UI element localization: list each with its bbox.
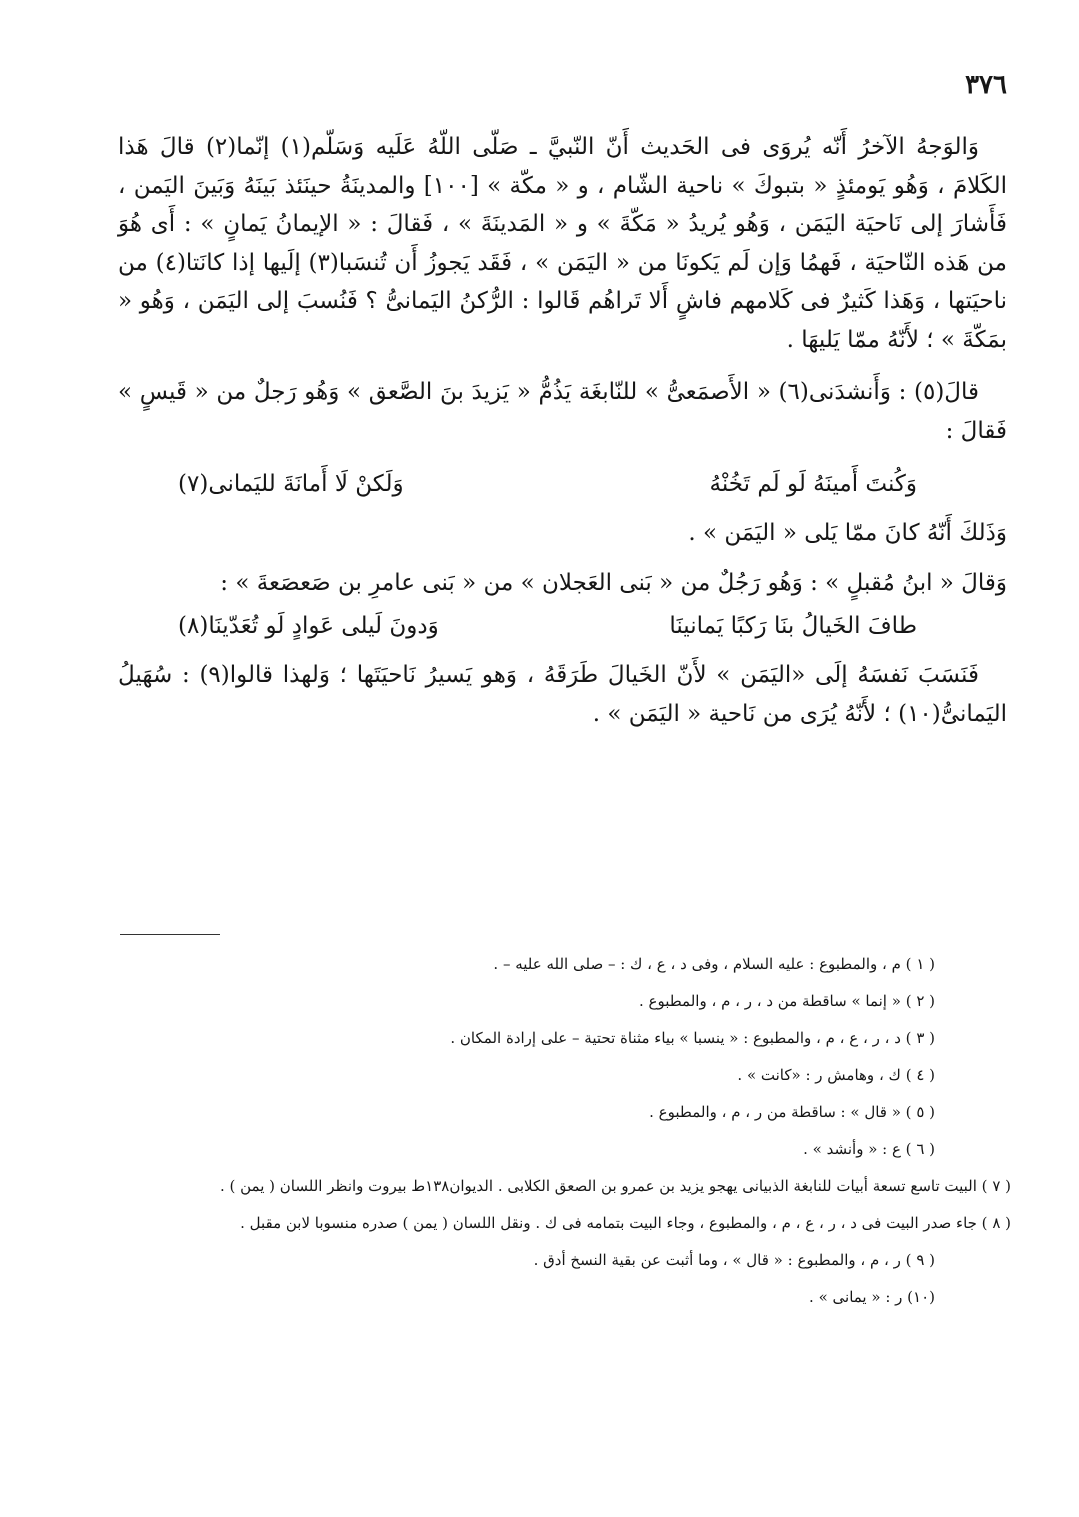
footnote-2: ( ٢ ) « إنما » ساقطة من د ، ر ، م ، والمطبوع . xyxy=(638,992,935,1010)
footnote-separator-line xyxy=(120,934,220,935)
footnote-3: ( ٣ ) د ، ر ، ع ، م ، والمطبوع : « ينسبا » بياء مثناة تحتية – على إرادة المكان . xyxy=(450,1029,935,1047)
footnotes xyxy=(124,950,1011,1320)
verse-2-hemistich-2: وَدونَ لَيلى عَوادٍ لَو تُعَدّينَا(٨) xyxy=(178,613,439,639)
verse-2 xyxy=(178,606,917,646)
footnote-separator xyxy=(120,934,970,935)
footnote-6: ( ٦ ) ع : « وأنشد » . xyxy=(803,1140,935,1158)
paragraph-1: وَالوَجهُ الآخرُ أَنّه يُروَى فى الحَديث أَنّ النّبيَّ ـ صَلّى اللّهُ عَلَيه وَسَلّم(١) إنّما(٢) قالَ هَذا الكَلامَ ، وَهُو يَومئذٍ « بتبوكَ » ناحية الشّام ، و « مكّة » [١٠٠] والمدينَةُ حينَئذ بَينَهُ وَبَينَ اليَمن ، فَأَشارَ إلى نَاحيَة اليَمَن ، وَهُو يُريدُ « مَكّةَ » و « المَدينَةَ » ، فَقالَ : « الإيمانُ يَمانٍ » : أَى هُوَ من هَذه النّاحيَة ، فَهمُا وَإن لَم يَكونَا من « اليَمَن » ، فَقَد يَجوزُ أَن تُنسَبا(٣) إلَيها إذا كانَتا(٤) من ناحيَتها ، وَهَذا كَثيرٌ فى كَلامهم فاشٍ أَلا تَراهُم قَالوا : الرُّكنُ اليَمانىُّ ؟ فَنُسبَ إلى اليَمَن ، وَهُو « بمَكّةَ » ؛ لأَنّهُ ممّا يَليهَا . xyxy=(118,134,1008,353)
footnote-1: ( ١ ) م ، والمطبوع : عليه السلام ، وفى د ، ع ، ك : – صلى الله عليه – . xyxy=(493,955,935,973)
paragraph-2: قالَ(٥) : وَأَنشدَنى(٦) « الأَصمَعىُّ » للنّابغَة يَذُمُّ « يَزيدَ بنَ الصَّعق » وَهُو رَجلٌ من « قَيسٍ » فَقالَ : xyxy=(118,379,1007,444)
footnote-8: ( ٨ ) جاء صدر البيت فى د ، ر ، ع ، م ، والمطبوع ، وجاء البيت بتمامه فى ك . ونقل اللسان ( يمن ) صدره منسوبا لابن مقبل . xyxy=(240,1214,1011,1232)
line-after-verse-1: وَذَلكَ أَنّهُ كانَ ممّا يَلى « اليَمَن » . xyxy=(688,520,1007,546)
verse-1-hemistich-1: وَكُنتَ أَمينَهُ لَو لَم تَخُنْهُ xyxy=(709,471,917,497)
paragraph-3: وَقالَ « ابنُ مُقبلٍ » : وَهُو رَجُلٌ من « بَنى العَجلان » من « بَنى عامرِ بن صَعصَعةَ » : xyxy=(220,570,1007,596)
footnote-10: (١٠) ر : « يمانى » . xyxy=(809,1288,935,1306)
footnote-4: ( ٤ ) ك ، وهامش ر : «كانت » . xyxy=(737,1066,935,1084)
footnote-9: ( ٩ ) ر ، م ، والمطبوع : « قال » ، وما أثبت عن بقية النسخ أدق . xyxy=(533,1251,935,1269)
verse-1-hemistich-2: وَلَكنْ لَا أَمانَةَ لليَمانى(٧) xyxy=(178,471,404,497)
page-number: ٣٧٦ xyxy=(965,70,1007,100)
paragraph-4: فَنَسَبَ نَفسَهُ إلَى «اليَمَن » لأَنّ الخَيالَ طَرَقَهُ ، وَهو يَسيرُ نَاحيَتَها ؛ وَلهذا قالوا(٩) : سُهَيلُ اليَمانىُّ(١٠) ؛ لأَنّهُ يُرَى من نَاحية « اليَمَن » . xyxy=(118,662,1007,727)
verse-2-hemistich-1: طافَ الخَيالُ بنَا رَكبًا يَمانينَا xyxy=(669,613,917,639)
verse-1 xyxy=(178,464,917,504)
footnote-5: ( ٥ ) « قال » : ساقطة من ر ، م ، والمطبوع . xyxy=(649,1103,935,1121)
main-text xyxy=(118,128,1007,747)
footnote-7: ( ٧ ) البيت تاسع تسعة أبيات للنابغة الذبيانى يهجو يزيد بن عمرو بن الصعق الكلابى . الديوان١٣٨ط بيروت وانظر اللسان ( يمن ) . xyxy=(219,1177,1011,1195)
